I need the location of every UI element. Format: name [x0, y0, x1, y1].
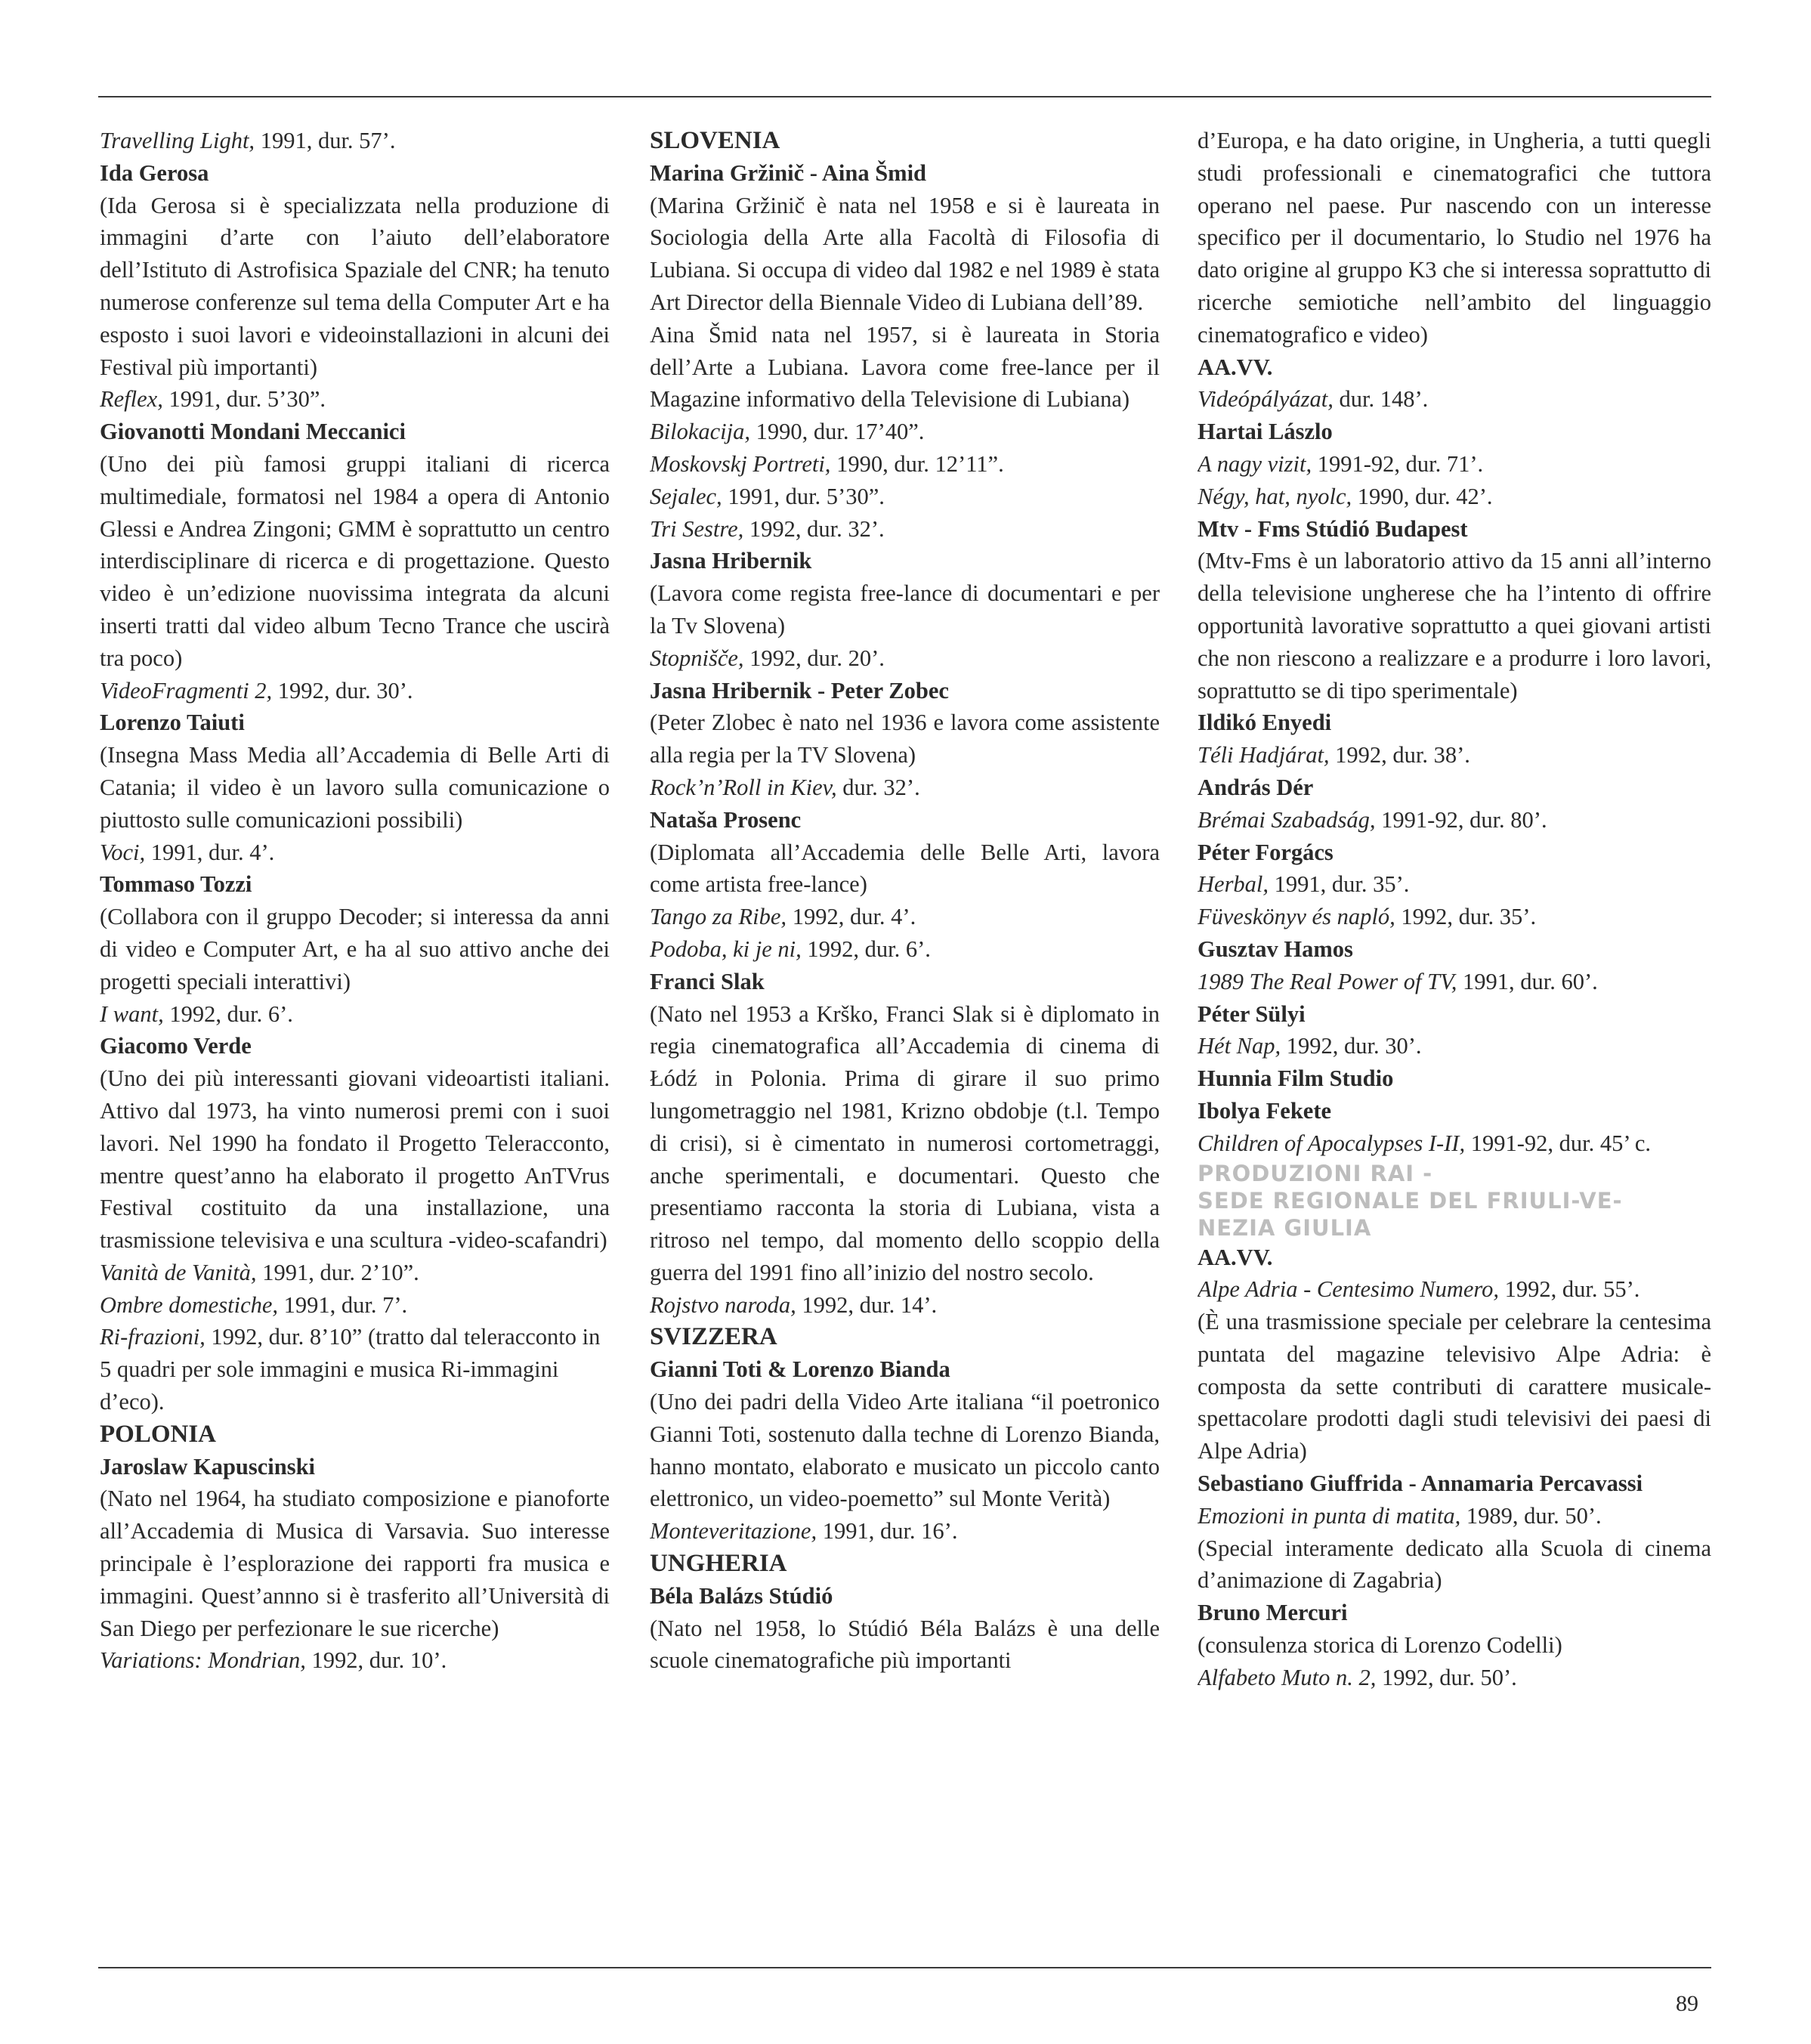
work-title: Stopnišče,: [650, 645, 744, 671]
work-details: 1991-92, dur. 71’.: [1312, 450, 1484, 477]
work-title: Rock’n’Roll in Kiev,: [650, 774, 837, 800]
work-entry: [1198, 1662, 1711, 1694]
work-entry: [100, 1321, 610, 1418]
work-entry: [650, 642, 1160, 675]
work-title: Hét Nap,: [1198, 1033, 1281, 1059]
work-title: 1989 The Real Power of TV,: [1198, 968, 1457, 994]
author-name: Lorenzo Taiuti: [100, 710, 245, 736]
work-title: Travelling Light,: [100, 128, 255, 153]
work-title: Videópályázat,: [1198, 386, 1334, 413]
author-name: Gusztav Hamos: [1198, 935, 1353, 962]
work-details: 1992, dur. 8’10” (tratto dal teleracconto in 5 quadri per sole immagini e musica Ri-immagini d’eco).: [100, 1324, 601, 1415]
work-title: Tango za Ribe,: [650, 904, 787, 930]
author-name: Hartai Lászlo: [1198, 419, 1333, 445]
work-title: Ri-frazioni,: [100, 1324, 206, 1350]
description: (Uno dei più interessanti giovani videoartisti italiani. Attivo dal 1973, ha vinto numerosi premi con i suoi lavori. Nel 1990 ha fondato il Progetto Teleracconto, mentre quest’anno ha elaborato il progetto AnTVrus Festival costituito da una installazione, una trasmissione televisiva e una scultura -video-scafandri): [100, 1065, 610, 1254]
section-heading: UNGHERIA: [650, 1550, 787, 1578]
author-name: Tommaso Tozzi: [100, 871, 252, 898]
author-name: Marina Gržinič - Aina Šmid: [650, 159, 926, 186]
work-title: Emozioni in punta di matita,: [1198, 1502, 1461, 1529]
description: (Nato nel 1964, ha studiato composizione e pianoforte all’Accademia di Musica di Varsavia. Suo interesse principale è l’esplorazione dei rapporti fra musica e immagini. Quest’annno si è trasferito all’Università di San Diego per perfezionare le sue ricerche): [100, 1486, 610, 1641]
work-entry: [1198, 1273, 1711, 1306]
column-2: [650, 125, 1160, 1953]
author-name: Nataša Prosenc: [650, 806, 802, 833]
work-entry: [650, 513, 1160, 546]
work-entry: [650, 933, 1160, 966]
author-name: Jaroslaw Kapuscinski: [100, 1453, 316, 1480]
work-title: I want,: [100, 1000, 164, 1027]
description: (È una trasmissione speciale per celebrare la centesima puntata del magazine televisivo Alpe Adria: è composta da sette contributi di carattere musicale-spettacolare prodotti dagli studi televisivi dei paesi di Alpe Adria): [1198, 1309, 1711, 1464]
work-details: 1992, dur. 30’.: [272, 677, 413, 703]
work-details: dur. 32’.: [836, 774, 920, 800]
author-name: Ida Gerosa: [100, 159, 209, 186]
work-details: 1991, dur. 7’.: [278, 1291, 408, 1318]
work-details: 1991, dur. 16’.: [817, 1518, 958, 1545]
work-details: 1992, dur. 14’.: [796, 1291, 938, 1318]
work-title: Alfabeto Muto n. 2,: [1198, 1664, 1377, 1690]
column-1: [100, 125, 610, 1953]
work-details: 1992, dur. 20’.: [743, 645, 885, 671]
work-entry: [1198, 1030, 1711, 1062]
work-entry: [100, 836, 610, 869]
description: (Marina Gržinič è nata nel 1958 e si è laureata in Sociologia della Arte alla Facoltà di Filosofia di Lubiana. Si occupa di video dal 1982 e nel 1989 è stata Art Director della Biennale Video di Lubiana dell’89.: [650, 192, 1160, 315]
description: (Uno dei più famosi gruppi italiani di ricerca multimediale, formatosi nel 1984 a opera di Antonio Glessi e Andrea Zingoni; GMM è soprattutto un centro interdisciplinare di ricerca e di progettazione. Questo video è un’edizione nuovissima integrata da alcuni inserti tratti dal video album Tecno Trance che uscirà tra poco): [100, 450, 610, 671]
work-title: Variations: Mondrian,: [100, 1647, 306, 1674]
work-entry: [100, 998, 610, 1031]
author-name: AA.VV.: [1198, 1244, 1273, 1270]
author-name: Giovanotti Mondani Meccanici: [100, 419, 406, 445]
description: (Nato nel 1958, lo Stúdió Béla Balázs è una delle scuole cinematografiche più importanti: [650, 1615, 1160, 1674]
work-title: Alpe Adria - Centesimo Numero,: [1198, 1276, 1500, 1303]
author-name: AA.VV.: [1198, 354, 1273, 380]
description: (Insegna Mass Media all’Accademia di Belle Arti di Catania; il video è un lavoro sulla comunicazione o piuttosto sulle comunicazioni possibili): [100, 742, 610, 833]
work-details: 1992, dur. 55’.: [1499, 1276, 1640, 1303]
work-entry: [100, 125, 610, 157]
description: (Lavora come regista free-lance di documentari e per la Tv Slovena): [650, 580, 1160, 639]
work-details: 1990, dur. 42’.: [1352, 483, 1493, 509]
page-number: 89: [1676, 1991, 1698, 2016]
work-details: 1991, dur. 35’.: [1269, 871, 1410, 898]
author-name: Ibolya Fekete: [1198, 1097, 1332, 1124]
work-title: Tri Sestre,: [650, 515, 744, 542]
work-entry: [1198, 481, 1711, 513]
work-entry: [1198, 1127, 1711, 1160]
work-details: 1992, dur. 4’.: [787, 904, 916, 930]
work-entry: [1198, 868, 1711, 901]
work-title: Podoba, ki je ni,: [650, 935, 802, 962]
description: Aina Šmid nata nel 1957, si è laureata in Storia dell’Arte a Lubiana. Lavora come free-lance per il Magazine informativo della Televisione di Lubiana): [650, 321, 1160, 413]
author-name: Sebastiano Giuffrida - Annamaria Percavassi: [1198, 1470, 1643, 1497]
author-name: Béla Balázs Stúdió: [650, 1582, 833, 1609]
work-title: Négy, hat, nyolc,: [1198, 483, 1352, 509]
work-title: Füveskönyv és napló,: [1198, 904, 1395, 930]
description: d’Europa, e ha dato origine, in Ungheria, a tutti quegli studi professionali e cinematografici che tuttora operano nel paese. Pur nascendo con un interesse specifico per il documentario, lo Studio nel 1976 ha dato origine al gruppo K3 che si interessa soprattutto di ricerche semiotiche nell’ambito del linguaggio cinematografico e video): [1198, 128, 1711, 348]
work-details: 1992, dur. 30’.: [1281, 1033, 1422, 1059]
section-heading: SLOVENIA: [650, 127, 780, 154]
section-banner: PRODUZIONI RAI - SEDE REGIONALE DEL FRIULI-VE- NEZIA GIULIA: [1198, 1160, 1623, 1241]
top-rule: [98, 96, 1711, 97]
work-title: Vanità de Vanità,: [100, 1259, 257, 1285]
work-details: dur. 148’.: [1333, 386, 1429, 413]
work-details: 1991, dur. 57’.: [255, 128, 396, 153]
work-details: 1991, dur. 5’30”.: [722, 483, 885, 509]
author-name: Gianni Toti & Lorenzo Bianda: [650, 1356, 950, 1383]
work-entry: [100, 675, 610, 707]
work-entry: [650, 901, 1160, 933]
work-entry: [650, 416, 1160, 448]
description: (Special interamente dedicato alla Scuola di cinema d’animazione di Zagabria): [1198, 1535, 1711, 1594]
author-name: Jasna Hribernik - Peter Zobec: [650, 677, 949, 703]
description: (consulenza storica di Lorenzo Codelli): [1198, 1632, 1562, 1659]
work-title: Brémai Szabadság,: [1198, 806, 1376, 833]
work-details: 1991, dur. 60’.: [1457, 968, 1598, 994]
work-entry: [100, 1644, 610, 1677]
work-details: 1992, dur. 10’.: [305, 1647, 447, 1674]
section-heading: SVIZZERA: [650, 1323, 777, 1351]
work-details: 1991-92, dur. 45’ c.: [1465, 1130, 1652, 1156]
work-entry: [650, 772, 1160, 804]
work-details: 1991, dur. 4’.: [145, 839, 275, 865]
description: (Mtv-Fms è un laboratorio attivo da 15 anni all’interno della televisione ungherese che ha l’intento di offrire opportunità lavorative soprattutto a quei giovani artisti che non riescono a realizzare e a produrre i loro lavori, soprattutto se di tipo sperimentale): [1198, 548, 1711, 703]
author-name: Mtv - Fms Stúdió Budapest: [1198, 515, 1468, 542]
work-title: Voci,: [100, 839, 146, 865]
work-title: Bilokacija,: [650, 419, 750, 445]
column-3: [1198, 125, 1711, 1953]
work-entry: [650, 481, 1160, 513]
work-details: 1992, dur. 50’.: [1376, 1664, 1517, 1690]
work-details: 1992, dur. 35’.: [1395, 904, 1537, 930]
work-title: Reflex,: [100, 386, 163, 413]
author-name: Hunnia Film Studio: [1198, 1065, 1394, 1092]
work-details: 1990, dur. 12’11”.: [830, 450, 1004, 477]
work-entry: [100, 383, 610, 416]
work-title: Monteveritazione,: [650, 1518, 817, 1545]
work-entry: [650, 1515, 1160, 1548]
description: (Peter Zlobec è nato nel 1936 e lavora come assistente alla regia per la TV Slovena): [650, 710, 1160, 768]
description: (Diplomata all’Accademia delle Belle Arti, lavora come artista free-lance): [650, 839, 1160, 898]
work-details: 1990, dur. 17’40”.: [749, 419, 925, 445]
work-entry: [1198, 383, 1711, 416]
author-name: Jasna Hribernik: [650, 548, 812, 574]
work-title: Téli Hadjárat,: [1198, 742, 1330, 768]
work-entry: [1198, 901, 1711, 933]
work-details: 1991, dur. 5’30”.: [162, 386, 326, 413]
author-name: Péter Forgács: [1198, 839, 1334, 865]
description: (Ida Gerosa si è specializzata nella produzione di immagini d’arte con l’aiuto dell’elaboratore dell’Istituto di Astrofisica Spaziale del CNR; ha tenuto numerose conferenze sul tema della Computer Art e ha esposto i suoi lavori e videoinstallazioni in alcuni dei Festival più importanti): [100, 192, 610, 380]
work-details: 1992, dur. 38’.: [1329, 742, 1470, 768]
work-title: Rojstvo naroda,: [650, 1291, 796, 1318]
work-title: Herbal,: [1198, 871, 1269, 898]
work-entry: [1198, 448, 1711, 481]
description: (Nato nel 1953 a Krško, Franci Slak si è diplomato in regia cinematografica all’Accademia di cinema di Łódź in Polonia. Prima di girare il suo primo lungometraggio nel 1981, Krizno obdobje (t.l. Tempo di crisi), si è cimentato in numerosi cortometraggi, anche sperimentali, e documentari. Questo che presentiamo racconta la storia di Lubiana, vista a ritroso nel tempo, dal momento dello scoppio della guerra del 1991 fino all’inizio del nostro secolo.: [650, 1000, 1160, 1285]
author-name: András Dér: [1198, 774, 1314, 800]
work-details: 1991-92, dur. 80’.: [1375, 806, 1547, 833]
work-details: 1992, dur. 6’.: [801, 935, 931, 962]
work-title: Ombre domestiche,: [100, 1291, 279, 1318]
work-entry: [1198, 1500, 1711, 1532]
work-entry: [1198, 739, 1711, 772]
section-heading: POLONIA: [100, 1420, 217, 1448]
author-name: Franci Slak: [650, 968, 765, 994]
work-title: A nagy vizit,: [1198, 450, 1312, 477]
work-entry: [1198, 966, 1711, 998]
work-entry: [1198, 804, 1711, 836]
work-details: 1992, dur. 32’.: [743, 515, 885, 542]
bottom-rule: [98, 1967, 1711, 1968]
work-title: Moskovskj Portreti,: [650, 450, 831, 477]
work-details: 1989, dur. 50’.: [1460, 1502, 1602, 1529]
work-entry: [650, 448, 1160, 481]
author-name: Giacomo Verde: [100, 1033, 252, 1059]
description: (Uno dei padri della Video Arte italiana “il poetronico Gianni Toti, sostenuto dalla techne di Lorenzo Bianda, hanno montato, elaborato e musicato un piccolo canto elettronico, un video-poemetto” sul Monte Verità): [650, 1389, 1160, 1512]
work-details: 1991, dur. 2’10”.: [256, 1259, 419, 1285]
work-entry: [100, 1257, 610, 1289]
work-title: Children of Apocalypses I-II,: [1198, 1130, 1466, 1156]
work-entry: [100, 1289, 610, 1322]
work-title: VideoFragmenti 2,: [100, 677, 273, 703]
description: (Collabora con il gruppo Decoder; si interessa da anni di video e Computer Art, e ha al suo attivo anche dei progetti speciali interattivi): [100, 904, 610, 994]
author-name: Péter Sülyi: [1198, 1000, 1306, 1027]
work-title: Sejalec,: [650, 483, 722, 509]
author-name: Bruno Mercuri: [1198, 1600, 1348, 1626]
author-name: Ildikó Enyedi: [1198, 710, 1332, 736]
work-entry: [650, 1289, 1160, 1322]
work-details: 1992, dur. 6’.: [163, 1000, 293, 1027]
